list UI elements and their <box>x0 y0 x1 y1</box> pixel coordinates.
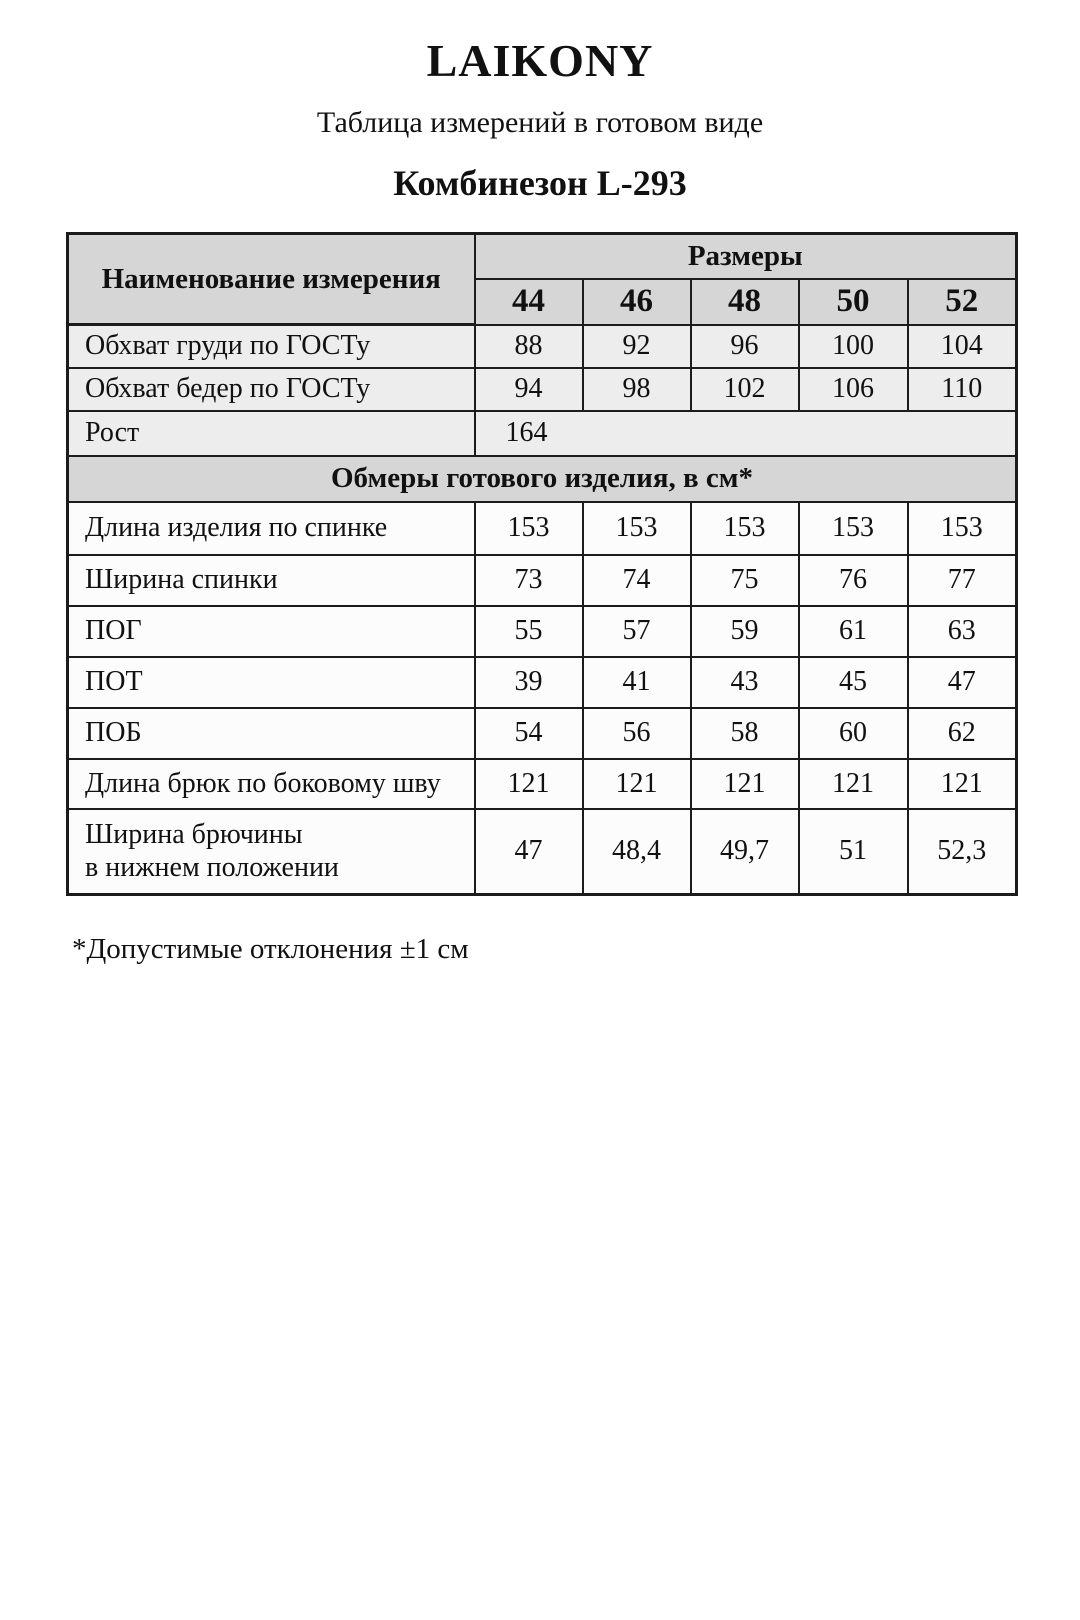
cell-value: 153 <box>908 502 1017 555</box>
cell-value: 73 <box>475 555 583 606</box>
table-row <box>68 606 1017 657</box>
cell-value: 56 <box>583 708 691 759</box>
cell-value: 153 <box>475 502 583 555</box>
row-label-line-2: в нижнем положении <box>85 852 339 884</box>
table-row <box>68 708 1017 759</box>
row-label <box>68 809 475 895</box>
section-header-row <box>68 456 1017 502</box>
cell-value: 39 <box>475 657 583 708</box>
table-row <box>68 657 1017 708</box>
cell-value: 45 <box>799 657 908 708</box>
cell-value: 48,4 <box>583 809 691 895</box>
row-label: Обхват груди по ГОСТу <box>68 325 475 368</box>
cell-value: 77 <box>908 555 1017 606</box>
cell-value: 59 <box>691 606 799 657</box>
document-subtitle: Таблица измерений в готовом виде <box>316 106 764 139</box>
table-row <box>68 368 1017 411</box>
cell-value: 51 <box>799 809 908 895</box>
corner-header-cell: Наименование измерения <box>68 234 475 325</box>
cell-value: 74 <box>583 555 691 606</box>
cell-value: 100 <box>799 325 908 368</box>
cell-value: 96 <box>691 325 799 368</box>
cell-value: 121 <box>691 759 799 809</box>
size-column-header: 52 <box>908 279 1017 325</box>
cell-value: 54 <box>475 708 583 759</box>
table-row <box>68 411 1017 456</box>
brand-title: LAIKONY <box>426 35 654 86</box>
size-column-header: 46 <box>583 279 691 325</box>
table-body <box>68 325 1017 895</box>
cell-value: 49,7 <box>691 809 799 895</box>
cell-value: 104 <box>908 325 1017 368</box>
cell-value: 88 <box>475 325 583 368</box>
height-value-cell: 164 <box>475 411 1017 456</box>
cell-value: 41 <box>583 657 691 708</box>
cell-value: 57 <box>583 606 691 657</box>
table-row <box>68 502 1017 555</box>
cell-value: 121 <box>583 759 691 809</box>
cell-value: 110 <box>908 368 1017 411</box>
size-column-header: 44 <box>475 279 583 325</box>
row-label: ПОТ <box>68 657 475 708</box>
row-label: Обхват бедер по ГОСТу <box>68 368 475 411</box>
table-row <box>68 555 1017 606</box>
row-label-line-1: Ширина брючины <box>85 818 303 850</box>
cell-value: 121 <box>908 759 1017 809</box>
cell-value: 98 <box>583 368 691 411</box>
sizes-title-row <box>68 234 1017 279</box>
row-label: Ширина спинки <box>68 555 475 606</box>
table-row <box>68 809 1017 895</box>
cell-value: 121 <box>475 759 583 809</box>
cell-value: 121 <box>799 759 908 809</box>
cell-value: 55 <box>475 606 583 657</box>
cell-value: 153 <box>583 502 691 555</box>
cell-value: 61 <box>799 606 908 657</box>
size-column-header: 50 <box>799 279 908 325</box>
cell-value: 76 <box>799 555 908 606</box>
cell-value: 75 <box>691 555 799 606</box>
tolerance-footnote: *Допустимые отклонения ±1 см <box>72 933 469 965</box>
table-header <box>68 234 1017 325</box>
cell-value: 94 <box>475 368 583 411</box>
cell-value: 47 <box>475 809 583 895</box>
sizes-header-cell: Размеры <box>475 234 1017 279</box>
measurements-table <box>66 232 1018 896</box>
cell-value: 47 <box>908 657 1017 708</box>
size-column-header: 48 <box>691 279 799 325</box>
cell-value: 102 <box>691 368 799 411</box>
table-row <box>68 759 1017 809</box>
row-label: ПОБ <box>68 708 475 759</box>
row-label: Длина брюк по боковому шву <box>68 759 475 809</box>
row-label: ПОГ <box>68 606 475 657</box>
row-label: Рост <box>68 411 475 456</box>
cell-value: 153 <box>691 502 799 555</box>
cell-value: 43 <box>691 657 799 708</box>
cell-value: 153 <box>799 502 908 555</box>
row-label: Длина изделия по спинке <box>68 502 475 555</box>
cell-value: 62 <box>908 708 1017 759</box>
cell-value: 52,3 <box>908 809 1017 895</box>
cell-value: 63 <box>908 606 1017 657</box>
cell-value: 92 <box>583 325 691 368</box>
cell-value: 58 <box>691 708 799 759</box>
product-title: Комбинезон L-293 <box>393 163 687 203</box>
cell-value: 106 <box>799 368 908 411</box>
section-header-cell: Обмеры готового изделия, в см* <box>68 456 1017 502</box>
cell-value: 60 <box>799 708 908 759</box>
table-row <box>68 325 1017 368</box>
